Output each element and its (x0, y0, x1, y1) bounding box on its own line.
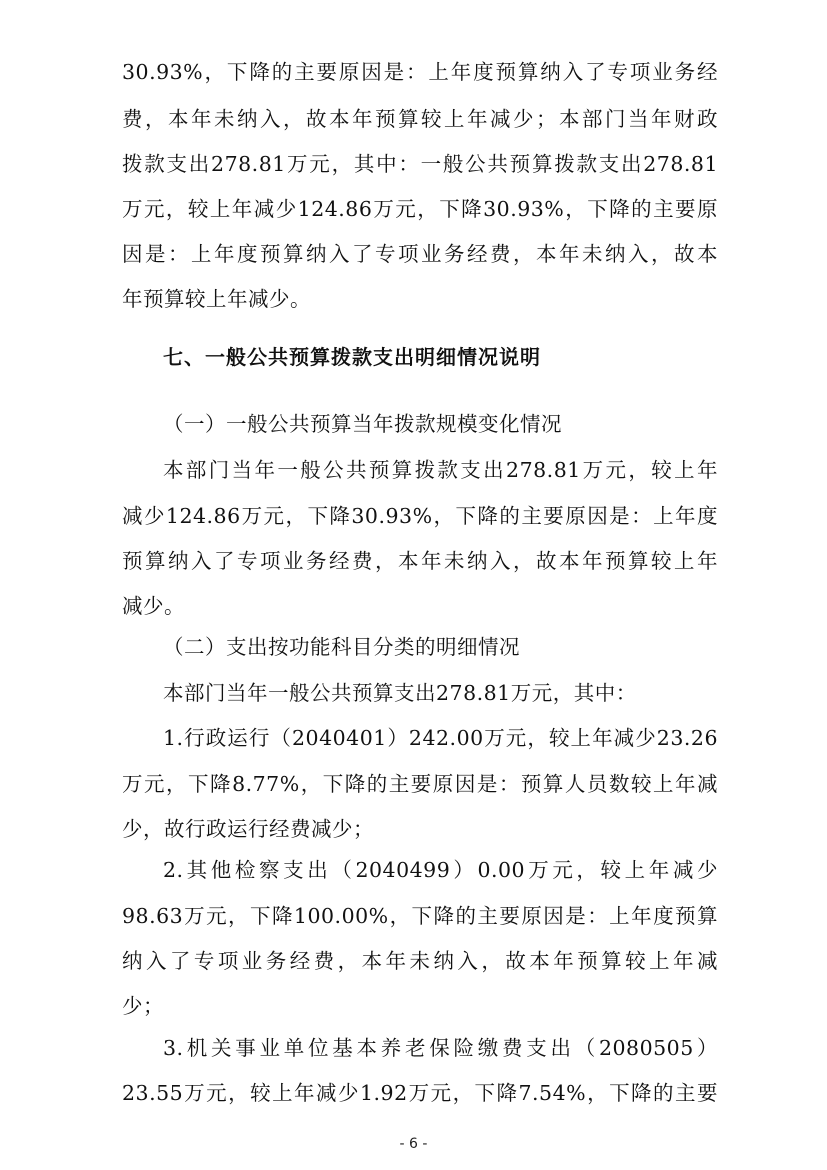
list-item-line: 纳入了专项业务经费，本年未纳入，故本年预算较上年减 (122, 949, 718, 973)
paragraph-line: 减少。 (122, 594, 185, 618)
paragraph-line: 预算纳入了专项业务经费，本年未纳入，故本年预算较上年 (122, 549, 718, 573)
subsection-title: （一）一般公共预算当年拨款规模变化情况 (163, 412, 562, 436)
paragraph-line: 年预算较上年减少。 (122, 287, 311, 311)
list-item-line: 23.55万元，较上年减少1.92万元，下降7.54%，下降的主要 (122, 1081, 718, 1105)
paragraph-line: 减少124.86万元，下降30.93%，下降的主要原因是：上年度 (122, 504, 718, 528)
list-item-line: 1.行政运行（2040401）242.00万元，较上年减少23.26 (163, 726, 718, 750)
list-item-line: 2.其他检察支出（2040499）0.00万元，较上年减少 (163, 858, 718, 882)
paragraph-line: 因是：上年度预算纳入了专项业务经费，本年未纳入，故本 (122, 242, 718, 266)
page-number: - 6 - (399, 1136, 428, 1152)
subsection-title: （二）支出按功能科目分类的明细情况 (163, 635, 520, 659)
paragraph-line: 万元，较上年减少124.86万元，下降30.93%，下降的主要原 (122, 197, 718, 221)
paragraph-line: 本部门当年一般公共预算拨款支出278.81万元，较上年 (163, 458, 718, 482)
paragraph-line: 30.93%，下降的主要原因是：上年度预算纳入了专项业务经 (122, 60, 718, 84)
list-item-line: 98.63万元，下降100.00%，下降的主要原因是：上年度预算 (122, 904, 718, 928)
paragraph-line: 本部门当年一般公共预算支出278.81万元，其中： (163, 681, 637, 705)
paragraph-line: 拨款支出278.81万元，其中：一般公共预算拨款支出278.81 (122, 152, 718, 176)
list-item-line: 少； (122, 994, 164, 1018)
paragraph-line: 费，本年未纳入，故本年预算较上年减少；本部门当年财政 (122, 107, 718, 131)
list-item-line: 3.机关事业单位基本养老保险缴费支出（2080505） (163, 1036, 718, 1060)
section-heading: 七、一般公共预算拨款支出明细情况说明 (163, 345, 541, 369)
list-item-line: 万元，下降8.77%，下降的主要原因是：预算人员数较上年减 (122, 772, 718, 796)
list-item-line: 少，故行政运行经费减少； (122, 817, 374, 841)
